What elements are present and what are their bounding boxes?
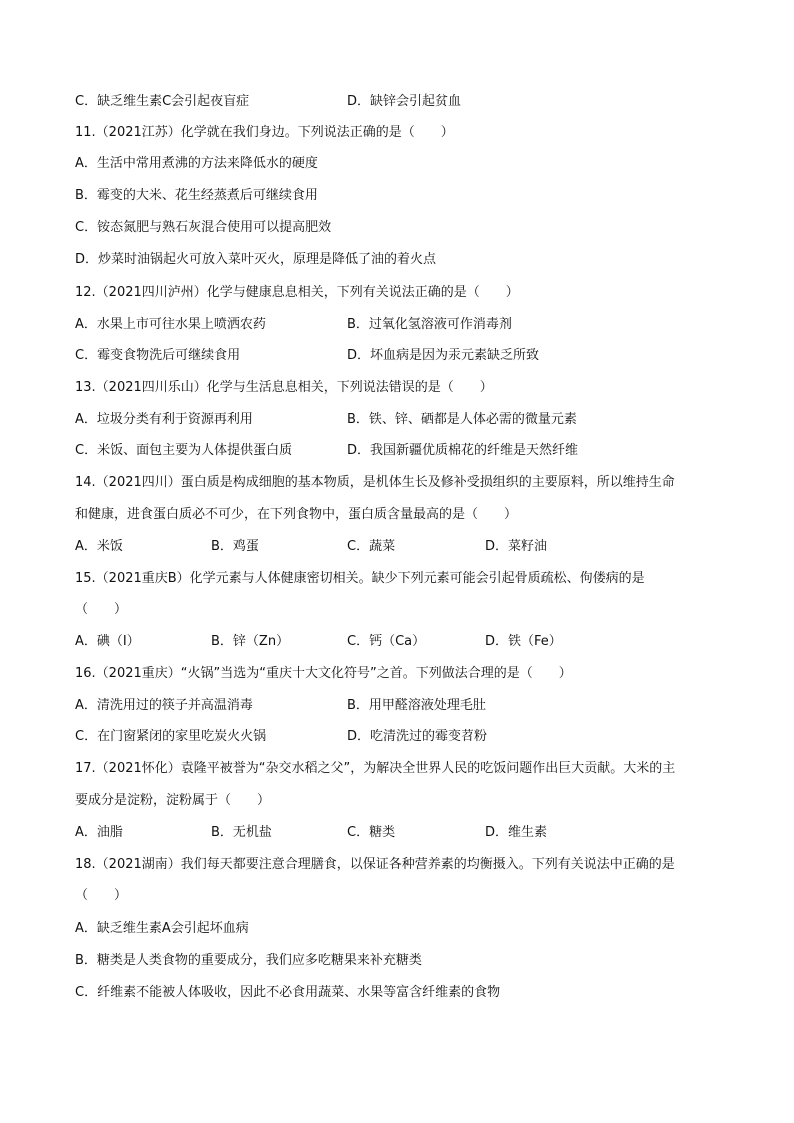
text-line: 15.（2021重庆B）化学元素与人体健康密切相关。缺少下列元素可能会引起骨质疏松、佝偻病的是 [75,571,645,586]
text-line: 要成分是淀粉，淀粉属于（ ） [75,793,271,808]
option-text: A．米饭 [75,539,123,554]
option-text: A．垃圾分类有利于资源再利用 [75,412,253,427]
text-line: 18.（2021湖南）我们每天都要注意合理膳食，以保证各种营养素的均衡摄入。下列有关说法中正确的是 [75,857,675,872]
option-text: D．菜籽油 [485,539,548,554]
text-line: B．糖类是人类食物的重要成分，我们应多吃糖果来补充糖类 [75,953,422,968]
option-text: A．碘（I） [75,634,140,649]
option-text: D．缺锌会引起贫血 [347,94,462,109]
text-line: 和健康，进食蛋白质必不可少，在下列食物中，蛋白质含量最高的是（ ） [75,507,518,522]
text-line: 14.（2021四川）蛋白质是构成细胞的基本物质，是机体生长及修补受损组织的主要原料，所以维持生命 [75,475,675,490]
option-text: B．鸡蛋 [211,539,259,554]
option-text: C．霉变食物洗后可继续食用 [75,348,241,363]
option-text: A．水果上市可往水果上喷洒农药 [75,317,266,332]
option-text: C．在门窗紧闭的家里吃炭火火锅 [75,729,267,744]
option-text: C．缺乏维生素C会引起夜盲症 [75,94,250,109]
option-text: C．糖类 [347,825,396,840]
option-text: D．吃清洗过的霉变苕粉 [347,729,488,744]
text-line: （ ） [75,602,128,617]
text-line: B．霉变的大米、花生经蒸煮后可继续食用 [75,188,318,203]
text-line: 16.（2021重庆）“火锅”当选为“重庆十大文化符号”之首。下列做法合理的是（ ） [75,666,572,681]
text-line: 13.（2021四川乐山）化学与生活息息相关，下列说法错误的是（ ） [75,380,493,395]
text-line: A．缺乏维生素A会引起坏血病 [75,921,249,936]
option-text: B．锌（Zn） [211,634,290,649]
option-text: D．我国新疆优质棉花的纤维是天然纤维 [347,443,579,458]
text-line: 11.（2021江苏）化学就在我们身边。下列说法正确的是（ ） [75,125,454,140]
option-text: D．铁（Fe） [485,634,562,649]
option-text: B．无机盐 [211,825,272,840]
text-line: A．生活中常用煮沸的方法来降低水的硬度 [75,156,318,171]
text-line: 12.（2021四川泸州）化学与健康息息相关，下列有关说法正确的是（ ） [75,285,519,300]
option-text: B．过氧化氢溶液可作消毒剂 [347,317,512,332]
option-text: A．清洗用过的筷子并高温消毒 [75,698,253,713]
option-text: C．钙（Ca） [347,634,426,649]
option-text: C．蔬菜 [347,539,396,554]
option-text: B．铁、锌、硒都是人体必需的微量元素 [347,412,577,427]
option-text: A．油脂 [75,825,123,840]
text-line: D．炒菜时油锅起火可放入菜叶灭火，原理是降低了油的着火点 [75,252,437,267]
text-line: C．铵态氮肥与熟石灰混合使用可以提高肥效 [75,220,332,235]
option-text: B．用甲醛溶液处理毛肚 [347,698,486,713]
option-text: D．维生素 [485,825,548,840]
text-line: 17.（2021怀化）袁隆平被誉为“杂交水稻之父”，为解决全世界人民的吃饭问题作出巨大贡献。大米的主 [75,761,676,776]
option-text: C．米饭、面包主要为人体提供蛋白质 [75,443,293,458]
option-text: D．坏血病是因为汞元素缺乏所致 [347,348,540,363]
text-line: C．纤维素不能被人体吸收，因此不必食用蔬菜、水果等富含纤维素的食物 [75,985,501,1000]
text-line: （ ） [75,888,128,903]
